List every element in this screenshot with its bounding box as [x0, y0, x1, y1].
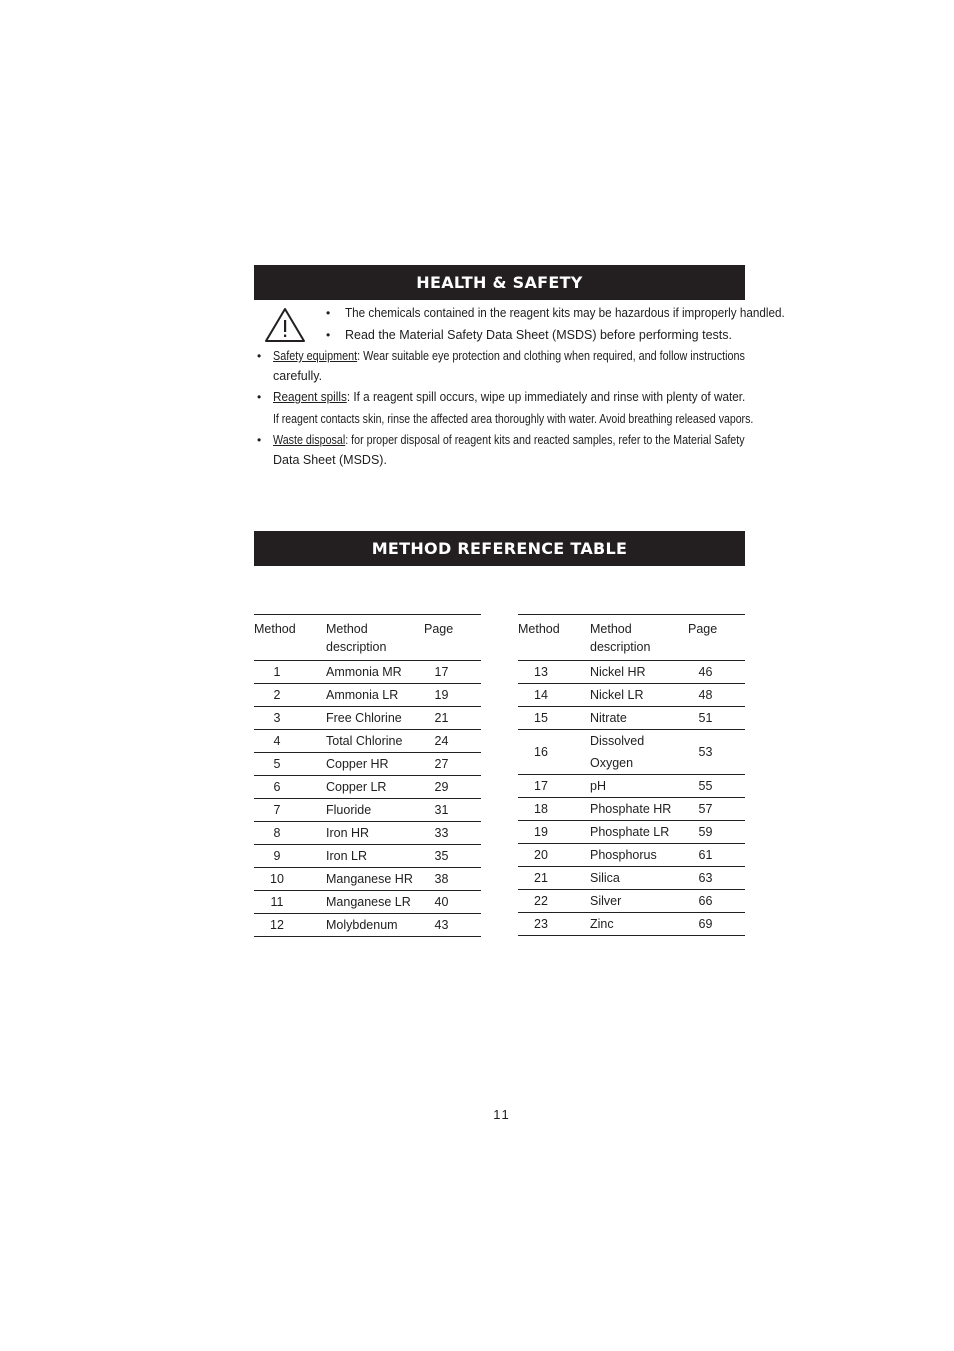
- table-row: [518, 821, 745, 844]
- method-description: Ammonia LR: [326, 684, 424, 707]
- table-row: [518, 775, 745, 798]
- table-body-left: [254, 661, 481, 937]
- table-body-right: [518, 661, 745, 936]
- bullet: •: [326, 306, 331, 320]
- page-number: 11: [493, 1107, 511, 1122]
- method-description: Iron HR: [326, 822, 424, 845]
- method-reference-heading: METHOD REFERENCE TABLE: [254, 531, 745, 566]
- method-description: Silver: [590, 890, 688, 913]
- table-row: [254, 661, 481, 684]
- table-row: [254, 799, 481, 822]
- bullet: •: [257, 433, 262, 447]
- health-safety-heading: HEALTH & SAFETY: [254, 265, 745, 300]
- warning-triangle-icon: [264, 307, 306, 343]
- safety-equipment-text: : Wear suitable eye protection and clothing when required, and follow instructions: [357, 349, 745, 363]
- method-page: 38: [424, 868, 481, 891]
- table-row: [518, 867, 745, 890]
- method-page: 19: [424, 684, 481, 707]
- header-page: Page: [688, 615, 745, 661]
- method-description: Iron LR: [326, 845, 424, 868]
- method-page: 66: [688, 890, 745, 913]
- method-page: 48: [688, 684, 745, 707]
- table-row: [254, 914, 481, 937]
- table-row: [518, 730, 745, 775]
- method-number: 13: [518, 661, 590, 684]
- method-number: 18: [518, 798, 590, 821]
- waste-disposal-text: : for proper disposal of reagent kits and reacted samples, refer to the Material Safety: [345, 433, 745, 447]
- method-number: 22: [518, 890, 590, 913]
- safety-equipment-line: [273, 347, 745, 365]
- method-page: 53: [688, 730, 745, 775]
- method-description: Molybdenum: [326, 914, 424, 937]
- warn-line-1: The chemicals contained in the reagent kits may be hazardous if improperly handled.: [345, 306, 785, 320]
- method-description: Total Chlorine: [326, 730, 424, 753]
- method-number: 10: [254, 868, 326, 891]
- table-row: [518, 844, 745, 867]
- method-table-right: [518, 614, 745, 936]
- method-number: 21: [518, 867, 590, 890]
- method-number: 23: [518, 913, 590, 936]
- reagent-spills-cont: If reagent contacts skin, rinse the affected area thoroughly with water. Avoid breathing released vapors.: [273, 412, 754, 426]
- method-number: 15: [518, 707, 590, 730]
- method-page: 21: [424, 707, 481, 730]
- method-number: 1: [254, 661, 326, 684]
- method-description: Copper LR: [326, 776, 424, 799]
- method-description: Ammonia MR: [326, 661, 424, 684]
- method-number: 20: [518, 844, 590, 867]
- method-description: Fluoride: [326, 799, 424, 822]
- header-method: Method: [518, 615, 590, 661]
- method-page: 33: [424, 822, 481, 845]
- header-desc-line2: description: [590, 640, 651, 654]
- table-row: [254, 868, 481, 891]
- method-page: 27: [424, 753, 481, 776]
- safety-equipment-label: Safety equipment: [273, 349, 358, 363]
- method-number: 7: [254, 799, 326, 822]
- header-method: Method: [254, 615, 326, 661]
- table-row: [254, 845, 481, 868]
- reagent-spills-text: : If a reagent spill occurs, wipe up immediately and rinse with plenty of water.: [346, 390, 746, 404]
- table-row: [254, 753, 481, 776]
- method-page: 35: [424, 845, 481, 868]
- table-row: [254, 730, 481, 753]
- reagent-spills-label: Reagent spills: [273, 390, 347, 404]
- method-number: 16: [518, 730, 590, 775]
- method-number: 11: [254, 891, 326, 914]
- method-page: 40: [424, 891, 481, 914]
- header-description: [326, 615, 424, 661]
- table-header-row: [254, 615, 481, 661]
- method-number: 9: [254, 845, 326, 868]
- method-page: 57: [688, 798, 745, 821]
- method-page: 51: [688, 707, 745, 730]
- bullet: •: [257, 349, 262, 363]
- table-row: [518, 890, 745, 913]
- waste-disposal-label: Waste disposal: [273, 433, 346, 447]
- method-number: 17: [518, 775, 590, 798]
- method-description: Nickel LR: [590, 684, 688, 707]
- bullet: •: [326, 328, 331, 342]
- method-number: 8: [254, 822, 326, 845]
- waste-disposal-cont: Data Sheet (MSDS).: [273, 453, 387, 467]
- method-page: 46: [688, 661, 745, 684]
- table-row: [254, 891, 481, 914]
- method-page: 69: [688, 913, 745, 936]
- header-description: [590, 615, 688, 661]
- method-description: Silica: [590, 867, 688, 890]
- method-page: 24: [424, 730, 481, 753]
- table-row: [518, 684, 745, 707]
- waste-disposal-line: [273, 431, 745, 449]
- method-description: Free Chlorine: [326, 707, 424, 730]
- header-desc-line1: Method: [590, 622, 632, 636]
- method-description: Copper HR: [326, 753, 424, 776]
- method-description: Manganese HR: [326, 868, 424, 891]
- table-header-row: [518, 615, 745, 661]
- safety-equipment-cont: carefully.: [273, 369, 323, 383]
- method-description: Phosphate LR: [590, 821, 688, 844]
- bullet: •: [257, 390, 262, 404]
- method-number: 6: [254, 776, 326, 799]
- method-description: Nitrate: [590, 707, 688, 730]
- method-number: 14: [518, 684, 590, 707]
- method-number: 2: [254, 684, 326, 707]
- table-row: [254, 822, 481, 845]
- method-page: 55: [688, 775, 745, 798]
- method-page: 59: [688, 821, 745, 844]
- table-row: [518, 798, 745, 821]
- table-row: [518, 661, 745, 684]
- method-description: pH: [590, 775, 688, 798]
- method-page: 29: [424, 776, 481, 799]
- method-number: 5: [254, 753, 326, 776]
- warn-line-2: Read the Material Safety Data Sheet (MSDS) before performing tests.: [345, 328, 732, 342]
- method-page: 63: [688, 867, 745, 890]
- method-number: 4: [254, 730, 326, 753]
- method-number: 19: [518, 821, 590, 844]
- method-description: Manganese LR: [326, 891, 424, 914]
- header-desc-line2: description: [326, 640, 387, 654]
- table-row: [254, 776, 481, 799]
- table-row: [254, 684, 481, 707]
- table-row: [518, 913, 745, 936]
- header-desc-line1: Method: [326, 622, 368, 636]
- header-page: Page: [424, 615, 481, 661]
- method-table-left: [254, 614, 481, 937]
- method-description: Phosphorus: [590, 844, 688, 867]
- reagent-spills-line: [273, 388, 746, 406]
- method-description: Nickel HR: [590, 661, 688, 684]
- method-page: 31: [424, 799, 481, 822]
- method-page: 61: [688, 844, 745, 867]
- method-number: 12: [254, 914, 326, 937]
- table-row: [518, 707, 745, 730]
- table-row: [254, 707, 481, 730]
- method-page: 43: [424, 914, 481, 937]
- method-description: Zinc: [590, 913, 688, 936]
- method-description: Dissolved Oxygen: [590, 730, 688, 775]
- method-number: 3: [254, 707, 326, 730]
- method-description: Phosphate HR: [590, 798, 688, 821]
- method-page: 17: [424, 661, 481, 684]
